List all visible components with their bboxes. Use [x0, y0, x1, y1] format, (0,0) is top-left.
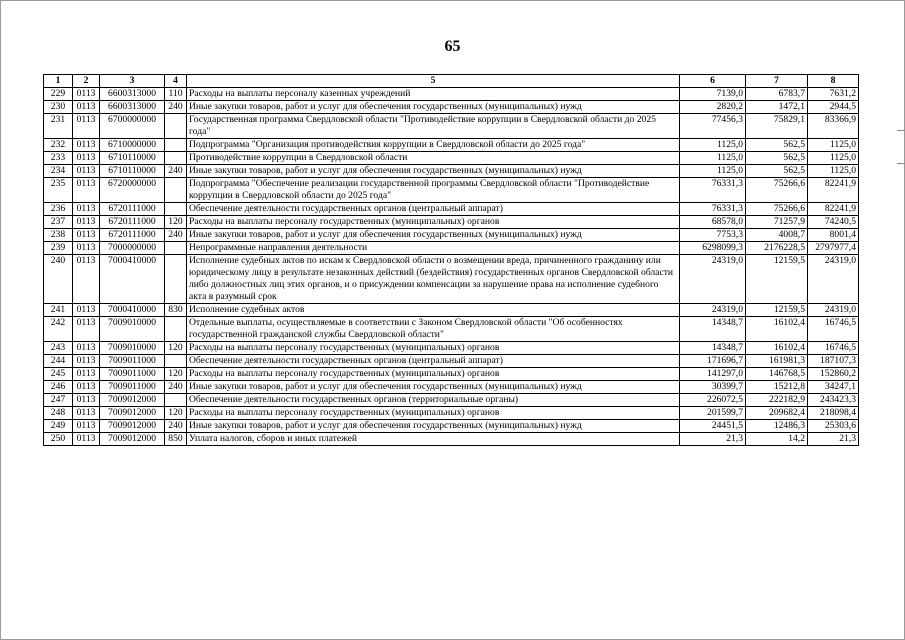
amount-col-7: 146768,5 — [746, 368, 808, 381]
amount-col-6: 76331,3 — [680, 203, 746, 216]
expense-type-code: 240 — [165, 165, 187, 178]
item-name: Исполнение судебных актов по искам к Свердловской области о возмещении вреда, причиненного гражданину или юридическому лицу в результате незаконных действий (бездействия) государственных органов Свердловской области либо должностных лиц этих органов, и о присуждении компенсации за нарушение права на исполнение судебного акта в разумный срок — [187, 255, 680, 304]
table-row — [44, 420, 859, 433]
expense-type-code — [165, 178, 187, 203]
table-row — [44, 394, 859, 407]
column-header: 3 — [100, 75, 165, 88]
item-name: Непрограммные направления деятельности — [187, 242, 680, 255]
section-code: 0113 — [73, 229, 100, 242]
amount-col-8: 16746,5 — [808, 342, 859, 355]
expense-type-code — [165, 317, 187, 342]
amount-col-6: 7139,0 — [680, 88, 746, 101]
table-row — [44, 165, 859, 178]
table-header-row — [44, 75, 859, 88]
row-number: 248 — [44, 407, 73, 420]
amount-col-7: 15212,8 — [746, 381, 808, 394]
item-name: Уплата налогов, сборов и иных платежей — [187, 433, 680, 446]
amount-col-6: 171696,7 — [680, 355, 746, 368]
target-article-code: 7009012000 — [100, 394, 165, 407]
expense-type-code — [165, 355, 187, 368]
section-code: 0113 — [73, 101, 100, 114]
expense-type-code: 120 — [165, 216, 187, 229]
item-name: Обеспечение деятельности государственных органов (центральный аппарат) — [187, 355, 680, 368]
table-row — [44, 304, 859, 317]
amount-col-7: 75266,6 — [746, 203, 808, 216]
amount-col-8: 1125,0 — [808, 139, 859, 152]
amount-col-6: 14348,7 — [680, 342, 746, 355]
item-name: Иные закупки товаров, работ и услуг для обеспечения государственных (муниципальных) нужд — [187, 420, 680, 433]
target-article-code: 7000000000 — [100, 242, 165, 255]
item-name: Расходы на выплаты персоналу казенных учреждений — [187, 88, 680, 101]
amount-col-8: 152860,2 — [808, 368, 859, 381]
section-code: 0113 — [73, 394, 100, 407]
amount-col-7: 6783,7 — [746, 88, 808, 101]
column-header: 2 — [73, 75, 100, 88]
expense-type-code: 850 — [165, 433, 187, 446]
table-row — [44, 229, 859, 242]
row-number: 249 — [44, 420, 73, 433]
amount-col-8: 1125,0 — [808, 165, 859, 178]
amount-col-8: 24319,0 — [808, 255, 859, 304]
table-row — [44, 242, 859, 255]
amount-col-7: 4008,7 — [746, 229, 808, 242]
section-code: 0113 — [73, 368, 100, 381]
section-code: 0113 — [73, 304, 100, 317]
item-name: Иные закупки товаров, работ и услуг для обеспечения государственных (муниципальных) нужд — [187, 381, 680, 394]
section-code: 0113 — [73, 342, 100, 355]
column-header: 7 — [746, 75, 808, 88]
amount-col-6: 24319,0 — [680, 255, 746, 304]
amount-col-8: 34247,1 — [808, 381, 859, 394]
table-row — [44, 355, 859, 368]
target-article-code: 6720000000 — [100, 178, 165, 203]
table-row — [44, 203, 859, 216]
target-article-code: 6710110000 — [100, 152, 165, 165]
target-article-code: 7009011000 — [100, 381, 165, 394]
item-name: Иные закупки товаров, работ и услуг для обеспечения государственных (муниципальных) нужд — [187, 101, 680, 114]
amount-col-6: 30399,7 — [680, 381, 746, 394]
amount-col-6: 14348,7 — [680, 317, 746, 342]
column-header: 5 — [187, 75, 680, 88]
section-code: 0113 — [73, 242, 100, 255]
row-number: 238 — [44, 229, 73, 242]
row-number: 245 — [44, 368, 73, 381]
target-article-code: 7009010000 — [100, 342, 165, 355]
amount-col-6: 2820,2 — [680, 101, 746, 114]
table-row — [44, 381, 859, 394]
target-article-code: 6720111000 — [100, 216, 165, 229]
expense-type-code — [165, 255, 187, 304]
target-article-code: 7000410000 — [100, 304, 165, 317]
amount-col-8: 21,3 — [808, 433, 859, 446]
target-article-code: 6600313000 — [100, 88, 165, 101]
row-number: 244 — [44, 355, 73, 368]
table-row — [44, 88, 859, 101]
amount-col-6: 21,3 — [680, 433, 746, 446]
table-row — [44, 317, 859, 342]
row-number: 240 — [44, 255, 73, 304]
target-article-code: 7009010000 — [100, 317, 165, 342]
row-number: 236 — [44, 203, 73, 216]
expense-type-code — [165, 152, 187, 165]
amount-col-7: 222182,9 — [746, 394, 808, 407]
amount-col-8: 83366,9 — [808, 114, 859, 139]
target-article-code: 7009011000 — [100, 355, 165, 368]
target-article-code: 6720111000 — [100, 229, 165, 242]
section-code: 0113 — [73, 139, 100, 152]
expense-type-code — [165, 242, 187, 255]
expense-type-code: 240 — [165, 381, 187, 394]
amount-col-8: 82241,9 — [808, 178, 859, 203]
expense-type-code: 120 — [165, 407, 187, 420]
amount-col-7: 75829,1 — [746, 114, 808, 139]
expense-type-code — [165, 394, 187, 407]
item-name: Государственная программа Свердловской области "Противодействие коррупции в Свердловской области до 2025 года" — [187, 114, 680, 139]
table-row — [44, 255, 859, 304]
section-code: 0113 — [73, 355, 100, 368]
budget-table — [43, 74, 859, 446]
item-name: Расходы на выплаты персоналу государственных (муниципальных) органов — [187, 216, 680, 229]
table-row — [44, 216, 859, 229]
amount-col-8: 218098,4 — [808, 407, 859, 420]
row-number: 231 — [44, 114, 73, 139]
expense-type-code: 240 — [165, 229, 187, 242]
section-code: 0113 — [73, 88, 100, 101]
target-article-code: 7009012000 — [100, 433, 165, 446]
item-name: Подпрограмма "Обеспечение реализации государственной программы Свердловской области "Противодействие коррупции в Свердловской области до 2025 года" — [187, 178, 680, 203]
row-number: 239 — [44, 242, 73, 255]
target-article-code: 7009012000 — [100, 420, 165, 433]
expense-type-code: 120 — [165, 342, 187, 355]
section-code: 0113 — [73, 381, 100, 394]
expense-type-code: 240 — [165, 420, 187, 433]
column-header: 6 — [680, 75, 746, 88]
row-number: 242 — [44, 317, 73, 342]
amount-col-7: 75266,6 — [746, 178, 808, 203]
table-row — [44, 368, 859, 381]
item-name: Расходы на выплаты персоналу государственных (муниципальных) органов — [187, 407, 680, 420]
amount-col-8: 8001,4 — [808, 229, 859, 242]
table-row — [44, 114, 859, 139]
row-number: 233 — [44, 152, 73, 165]
amount-col-6: 1125,0 — [680, 152, 746, 165]
target-article-code: 6700000000 — [100, 114, 165, 139]
amount-col-6: 226072,5 — [680, 394, 746, 407]
amount-col-8: 7631,2 — [808, 88, 859, 101]
section-code: 0113 — [73, 203, 100, 216]
table-row — [44, 139, 859, 152]
row-number: 235 — [44, 178, 73, 203]
target-article-code: 6720111000 — [100, 203, 165, 216]
expense-type-code: 120 — [165, 368, 187, 381]
section-code: 0113 — [73, 420, 100, 433]
section-code: 0113 — [73, 152, 100, 165]
column-header: 4 — [165, 75, 187, 88]
amount-col-8: 24319,0 — [808, 304, 859, 317]
page-number: 65 — [444, 38, 461, 55]
amount-col-7: 12159,5 — [746, 255, 808, 304]
amount-col-6: 24319,0 — [680, 304, 746, 317]
amount-col-7: 562,5 — [746, 165, 808, 178]
section-code: 0113 — [73, 216, 100, 229]
item-name: Обеспечение деятельности государственных органов (центральный аппарат) — [187, 203, 680, 216]
section-code: 0113 — [73, 433, 100, 446]
target-article-code: 7009011000 — [100, 368, 165, 381]
row-number: 250 — [44, 433, 73, 446]
amount-col-7: 12159,5 — [746, 304, 808, 317]
section-code: 0113 — [73, 407, 100, 420]
amount-col-7: 12486,3 — [746, 420, 808, 433]
column-header: 8 — [808, 75, 859, 88]
amount-col-6: 141297,0 — [680, 368, 746, 381]
row-number: 234 — [44, 165, 73, 178]
item-name: Иные закупки товаров, работ и услуг для обеспечения государственных (муниципальных) нужд — [187, 165, 680, 178]
scan-edge-mark — [897, 163, 905, 164]
amount-col-6: 24451,5 — [680, 420, 746, 433]
row-number: 241 — [44, 304, 73, 317]
expense-type-code: 240 — [165, 101, 187, 114]
table-row — [44, 152, 859, 165]
amount-col-7: 1472,1 — [746, 101, 808, 114]
amount-col-8: 2797977,4 — [808, 242, 859, 255]
amount-col-8: 1125,0 — [808, 152, 859, 165]
scan-edge-mark — [897, 130, 905, 131]
expense-type-code — [165, 139, 187, 152]
item-name: Расходы на выплаты персоналу государственных (муниципальных) органов — [187, 368, 680, 381]
amount-col-6: 201599,7 — [680, 407, 746, 420]
amount-col-6: 1125,0 — [680, 165, 746, 178]
amount-col-7: 16102,4 — [746, 342, 808, 355]
amount-col-7: 562,5 — [746, 152, 808, 165]
item-name: Подпрограмма "Организация противодействия коррупции в Свердловской области до 2025 года" — [187, 139, 680, 152]
expense-type-code — [165, 114, 187, 139]
amount-col-8: 187107,3 — [808, 355, 859, 368]
amount-col-6: 76331,3 — [680, 178, 746, 203]
target-article-code: 6710110000 — [100, 165, 165, 178]
column-header: 1 — [44, 75, 73, 88]
amount-col-8: 82241,9 — [808, 203, 859, 216]
amount-col-7: 562,5 — [746, 139, 808, 152]
target-article-code: 6710000000 — [100, 139, 165, 152]
table-row — [44, 433, 859, 446]
amount-col-7: 71257,9 — [746, 216, 808, 229]
section-code: 0113 — [73, 165, 100, 178]
amount-col-7: 14,2 — [746, 433, 808, 446]
item-name: Исполнение судебных актов — [187, 304, 680, 317]
item-name: Иные закупки товаров, работ и услуг для обеспечения государственных (муниципальных) нужд — [187, 229, 680, 242]
amount-col-8: 74240,5 — [808, 216, 859, 229]
target-article-code: 6600313000 — [100, 101, 165, 114]
amount-col-6: 7753,3 — [680, 229, 746, 242]
section-code: 0113 — [73, 317, 100, 342]
item-name: Отдельные выплаты, осуществляемые в соответствии с Законом Свердловской области "Об особенностях государственной гражданской службы Свердловской области" — [187, 317, 680, 342]
item-name: Обеспечение деятельности государственных органов (территориальные органы) — [187, 394, 680, 407]
amount-col-6: 77456,3 — [680, 114, 746, 139]
amount-col-7: 161981,3 — [746, 355, 808, 368]
row-number: 237 — [44, 216, 73, 229]
row-number: 232 — [44, 139, 73, 152]
amount-col-8: 2944,5 — [808, 101, 859, 114]
amount-col-7: 16102,4 — [746, 317, 808, 342]
amount-col-6: 1125,0 — [680, 139, 746, 152]
amount-col-7: 2176228,5 — [746, 242, 808, 255]
expense-type-code: 830 — [165, 304, 187, 317]
row-number: 246 — [44, 381, 73, 394]
row-number: 247 — [44, 394, 73, 407]
target-article-code: 7009012000 — [100, 407, 165, 420]
table-row — [44, 101, 859, 114]
amount-col-6: 6298099,3 — [680, 242, 746, 255]
amount-col-6: 68578,0 — [680, 216, 746, 229]
section-code: 0113 — [73, 255, 100, 304]
amount-col-8: 25303,6 — [808, 420, 859, 433]
row-number: 229 — [44, 88, 73, 101]
amount-col-7: 209682,4 — [746, 407, 808, 420]
item-name: Расходы на выплаты персоналу государственных (муниципальных) органов — [187, 342, 680, 355]
amount-col-8: 243423,3 — [808, 394, 859, 407]
table-row — [44, 407, 859, 420]
table-row — [44, 178, 859, 203]
row-number: 243 — [44, 342, 73, 355]
section-code: 0113 — [73, 114, 100, 139]
expense-type-code — [165, 203, 187, 216]
amount-col-8: 16746,5 — [808, 317, 859, 342]
row-number: 230 — [44, 101, 73, 114]
table-row — [44, 342, 859, 355]
section-code: 0113 — [73, 178, 100, 203]
item-name: Противодействие коррупции в Свердловской области — [187, 152, 680, 165]
expense-type-code: 110 — [165, 88, 187, 101]
target-article-code: 7000410000 — [100, 255, 165, 304]
